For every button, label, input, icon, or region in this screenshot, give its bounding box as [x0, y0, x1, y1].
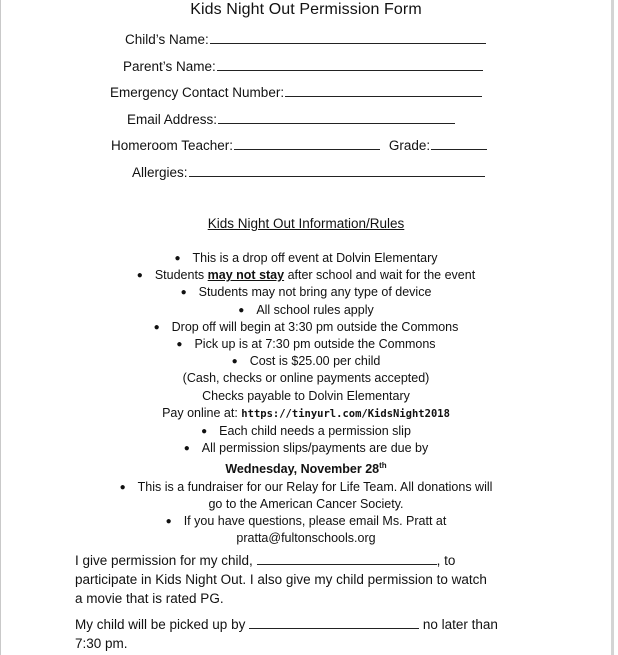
- pickup-person-blank[interactable]: [249, 616, 419, 629]
- grade-label: Grade:: [388, 138, 431, 153]
- rule-item: ● Each child needs a permission slip: [61, 423, 551, 440]
- parent-name-field[interactable]: [123, 57, 483, 74]
- allergies-label: Allergies:: [132, 165, 188, 180]
- emergency-contact-line[interactable]: [285, 83, 482, 97]
- pickup-paragraph: My child will be picked up by no later than 7:30 pm.: [75, 617, 498, 651]
- bullet-icon: ●: [201, 426, 208, 438]
- bullet-icon: ●: [176, 339, 183, 351]
- rule-item: ● Pick up is at 7:30 pm outside the Commons: [61, 336, 551, 353]
- rule-subline: Pay online at: https://tinyurl.com/KidsNight2018: [162, 405, 450, 420]
- emphasis-text: may not stay: [207, 268, 285, 283]
- email-line[interactable]: [218, 110, 455, 124]
- emergency-contact-field[interactable]: [110, 83, 482, 100]
- email-label: Email Address:: [127, 112, 218, 127]
- rule-item: ● If you have questions, please email Ms. Pratt at: [61, 513, 551, 530]
- bullet-icon: ●: [174, 253, 181, 264]
- homeroom-teacher-line[interactable]: [234, 136, 380, 150]
- info-rules-heading: Kids Night Out Information/Rules: [207, 216, 405, 231]
- permission-paragraph: I give permission for my child, , to participate in Kids Night Out. I also give my child permission to watch a movie that is rated PG.: [75, 553, 487, 606]
- due-date: Wednesday, November 28th: [225, 461, 387, 477]
- rule-item: ● Students may not stay after school and wait for the event: [61, 267, 551, 284]
- emergency-contact-label: Emergency Contact Number:: [110, 85, 285, 100]
- rule-item: ● All school rules apply: [61, 302, 551, 319]
- rule-subline: Checks payable to Dolvin Elementary: [202, 388, 410, 403]
- bullet-icon: ●: [231, 356, 238, 368]
- child-name-line[interactable]: [210, 30, 486, 44]
- allergies-line[interactable]: [189, 163, 485, 177]
- allergies-field[interactable]: [132, 163, 485, 180]
- rule-item: ● Cost is $25.00 per child: [61, 353, 551, 370]
- child-name-label: Child’s Name:: [125, 32, 209, 47]
- bullet-icon: ●: [136, 270, 143, 282]
- child-name-field[interactable]: [125, 30, 486, 47]
- parent-name-line[interactable]: [217, 57, 483, 71]
- rules-list: [61, 250, 551, 548]
- contact-email[interactable]: pratta@fultonschools.org: [236, 531, 376, 546]
- rule-item: ● This is a drop off event at Dolvin Elementary: [61, 250, 551, 267]
- form-title: Kids Night Out Permission Form: [190, 1, 422, 18]
- rule-item: ● This is a fundraiser for our Relay for Life Team. All donations will: [61, 479, 551, 496]
- homeroom-teacher-label: Homeroom Teacher:: [111, 138, 234, 153]
- payment-link[interactable]: https://tinyurl.com/KidsNight2018: [241, 407, 450, 420]
- bullet-icon: ●: [238, 304, 245, 316]
- parent-name-label: Parent’s Name:: [123, 59, 216, 74]
- bullet-icon: ●: [165, 516, 172, 528]
- bullet-icon: ●: [183, 443, 190, 455]
- rule-subline: go to the American Cancer Society.: [208, 497, 404, 511]
- bullet-icon: ●: [119, 481, 126, 493]
- rule-item: ● Students may not bring any type of device: [61, 284, 551, 301]
- rule-item: ● Drop off will begin at 3:30 pm outside the Commons: [61, 319, 551, 336]
- bullet-icon: ●: [153, 321, 160, 333]
- email-field[interactable]: [127, 110, 455, 127]
- homeroom-teacher-field[interactable]: [111, 136, 487, 153]
- child-name-blank[interactable]: [257, 552, 437, 565]
- rule-item: ● All permission slips/payments are due by: [61, 440, 551, 457]
- bullet-icon: ●: [180, 287, 187, 299]
- grade-line[interactable]: [431, 136, 487, 150]
- rule-subline: (Cash, checks or online payments accepted): [182, 371, 430, 386]
